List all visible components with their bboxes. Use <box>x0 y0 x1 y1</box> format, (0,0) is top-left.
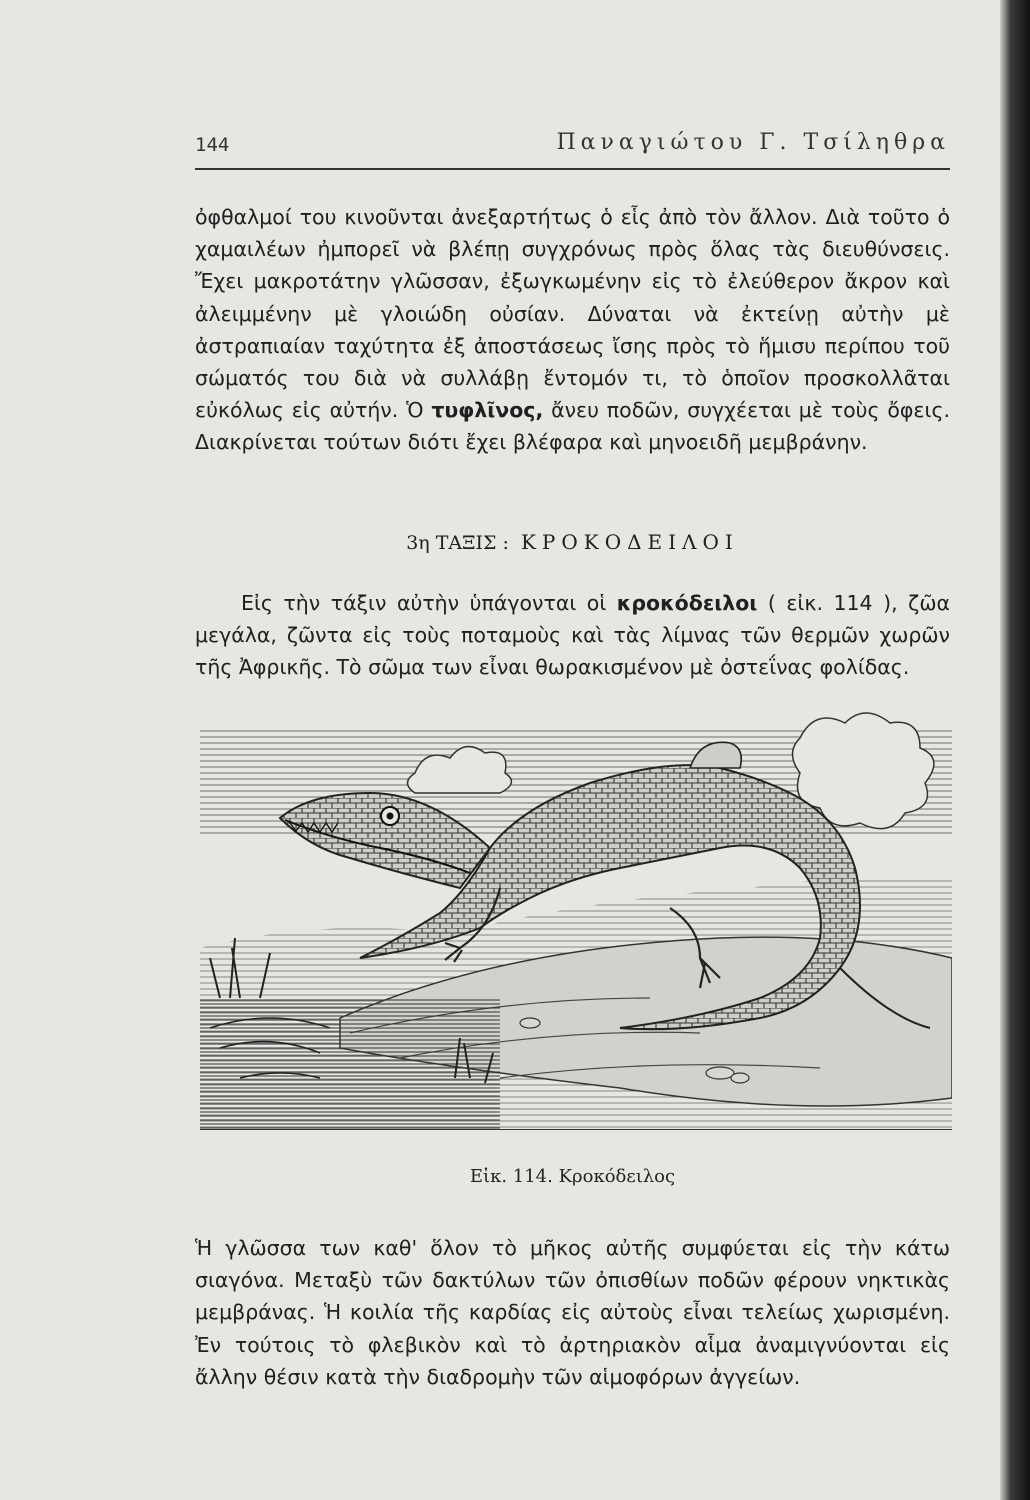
crocodile-engraving <box>200 698 952 1130</box>
paragraph1-text-end: ἄνευ ποδῶν, συγχέεται μὲ τοὺς ὄφεις. Διακρίνεται τούτων διότι ἔχει βλέφαρα καὶ μηνοειδῆ μεμβράνην. <box>195 398 950 455</box>
paragraph1-text-start: ὀφθαλμοί του κινοῦνται ἀνεξαρτήτως ὁ εἷς ἀπὸ τὸν ἄλλον. Διὰ τοῦτο ὁ χαμαιλέων ἠμπορεῖ νὰ βλέπῃ συγχρόνως πρὸς ὅλας τὰς διευθύνσεις. Ἔχει μακροτάτην γλῶσσαν, ἐξωγκωμένην εἰς τὸ ἐλεύθερον ἄκρον καὶ ἀλειμμένην μὲ γλοιώδη οὐσίαν. Δύναται νὰ ἐκτείνῃ αὐτὴν μὲ ἀστραπιαίαν ταχύτητα ἐξ ἀποστάσεως ἴσης πρὸς τὸ ἥμισυ περίπου τοῦ σώματός του διὰ νὰ συλλάβῃ ἔντομόν τι, τὸ ὁποῖον προσκολλᾶται εὐκόλως εἰς αὐτήν. Ὁ <box>195 205 950 423</box>
paragraph2-text-start: Εἰς τὴν τάξιν αὐτὴν ὑπάγονται οἱ <box>241 591 617 615</box>
section-order: 3η ΤΑΞΙΣ : <box>406 532 509 554</box>
paragraph2-bold-term: κροκόδειλοι <box>616 591 758 615</box>
page-number: 144 <box>195 134 230 156</box>
paragraph2-text-end: ( εἰκ. 114 ), ζῶα μεγάλα, ζῶντα εἰς τοὺς ποταμοὺς καὶ τὰς λίμνας τῶν θερμῶν χωρῶν τῆς Ἀφρικῆς. Τὸ σῶμα των εἶναι θωρακισμένον μὲ ὀστεΐνας φολίδας. <box>195 591 950 680</box>
paragraph-crocodiles-intro <box>195 587 950 684</box>
book-spine-edge <box>1000 0 1030 1500</box>
running-head: Παναγιώτου Γ. Τσίληθρα <box>556 130 950 155</box>
paragraph-crocodile-anatomy: Ἡ γλῶσσα των καθ' ὅλον τὸ μῆκος αὐτῆς συμφύεται εἰς τὴν κάτω σιαγόνα. Μεταξὺ τῶν δακτύλων τῶν ὀπισθίων ποδῶν φέρουν νηκτικὰς μεμβράνας. Ἡ κοιλία τῆς καρδίας εἰς αὐτοὺς εἶναι τελείως χωρισμένη. Ἐν τούτοις τὸ φλεβικὸν καὶ τὸ ἀρτηριακὸν αἷμα ἀναμιγνύονται εἰς ἄλλην θέσιν κατὰ τὴν διαδρομὴν τῶν αἱμοφόρων ἀγγείων. <box>195 1236 950 1389</box>
crocodile-illustration <box>200 698 952 1130</box>
page-header <box>195 128 950 170</box>
section-title: ΚΡΟΚΟΔΕΙΛΟΙ <box>520 530 739 554</box>
figure-caption: Εἰκ. 114. Κροκόδειλος <box>469 1166 676 1187</box>
paragraph-chameleon <box>195 201 950 459</box>
section-heading <box>195 530 950 554</box>
water <box>200 998 500 1130</box>
paragraph1-bold-term: τυφλῖνος, <box>431 398 544 423</box>
